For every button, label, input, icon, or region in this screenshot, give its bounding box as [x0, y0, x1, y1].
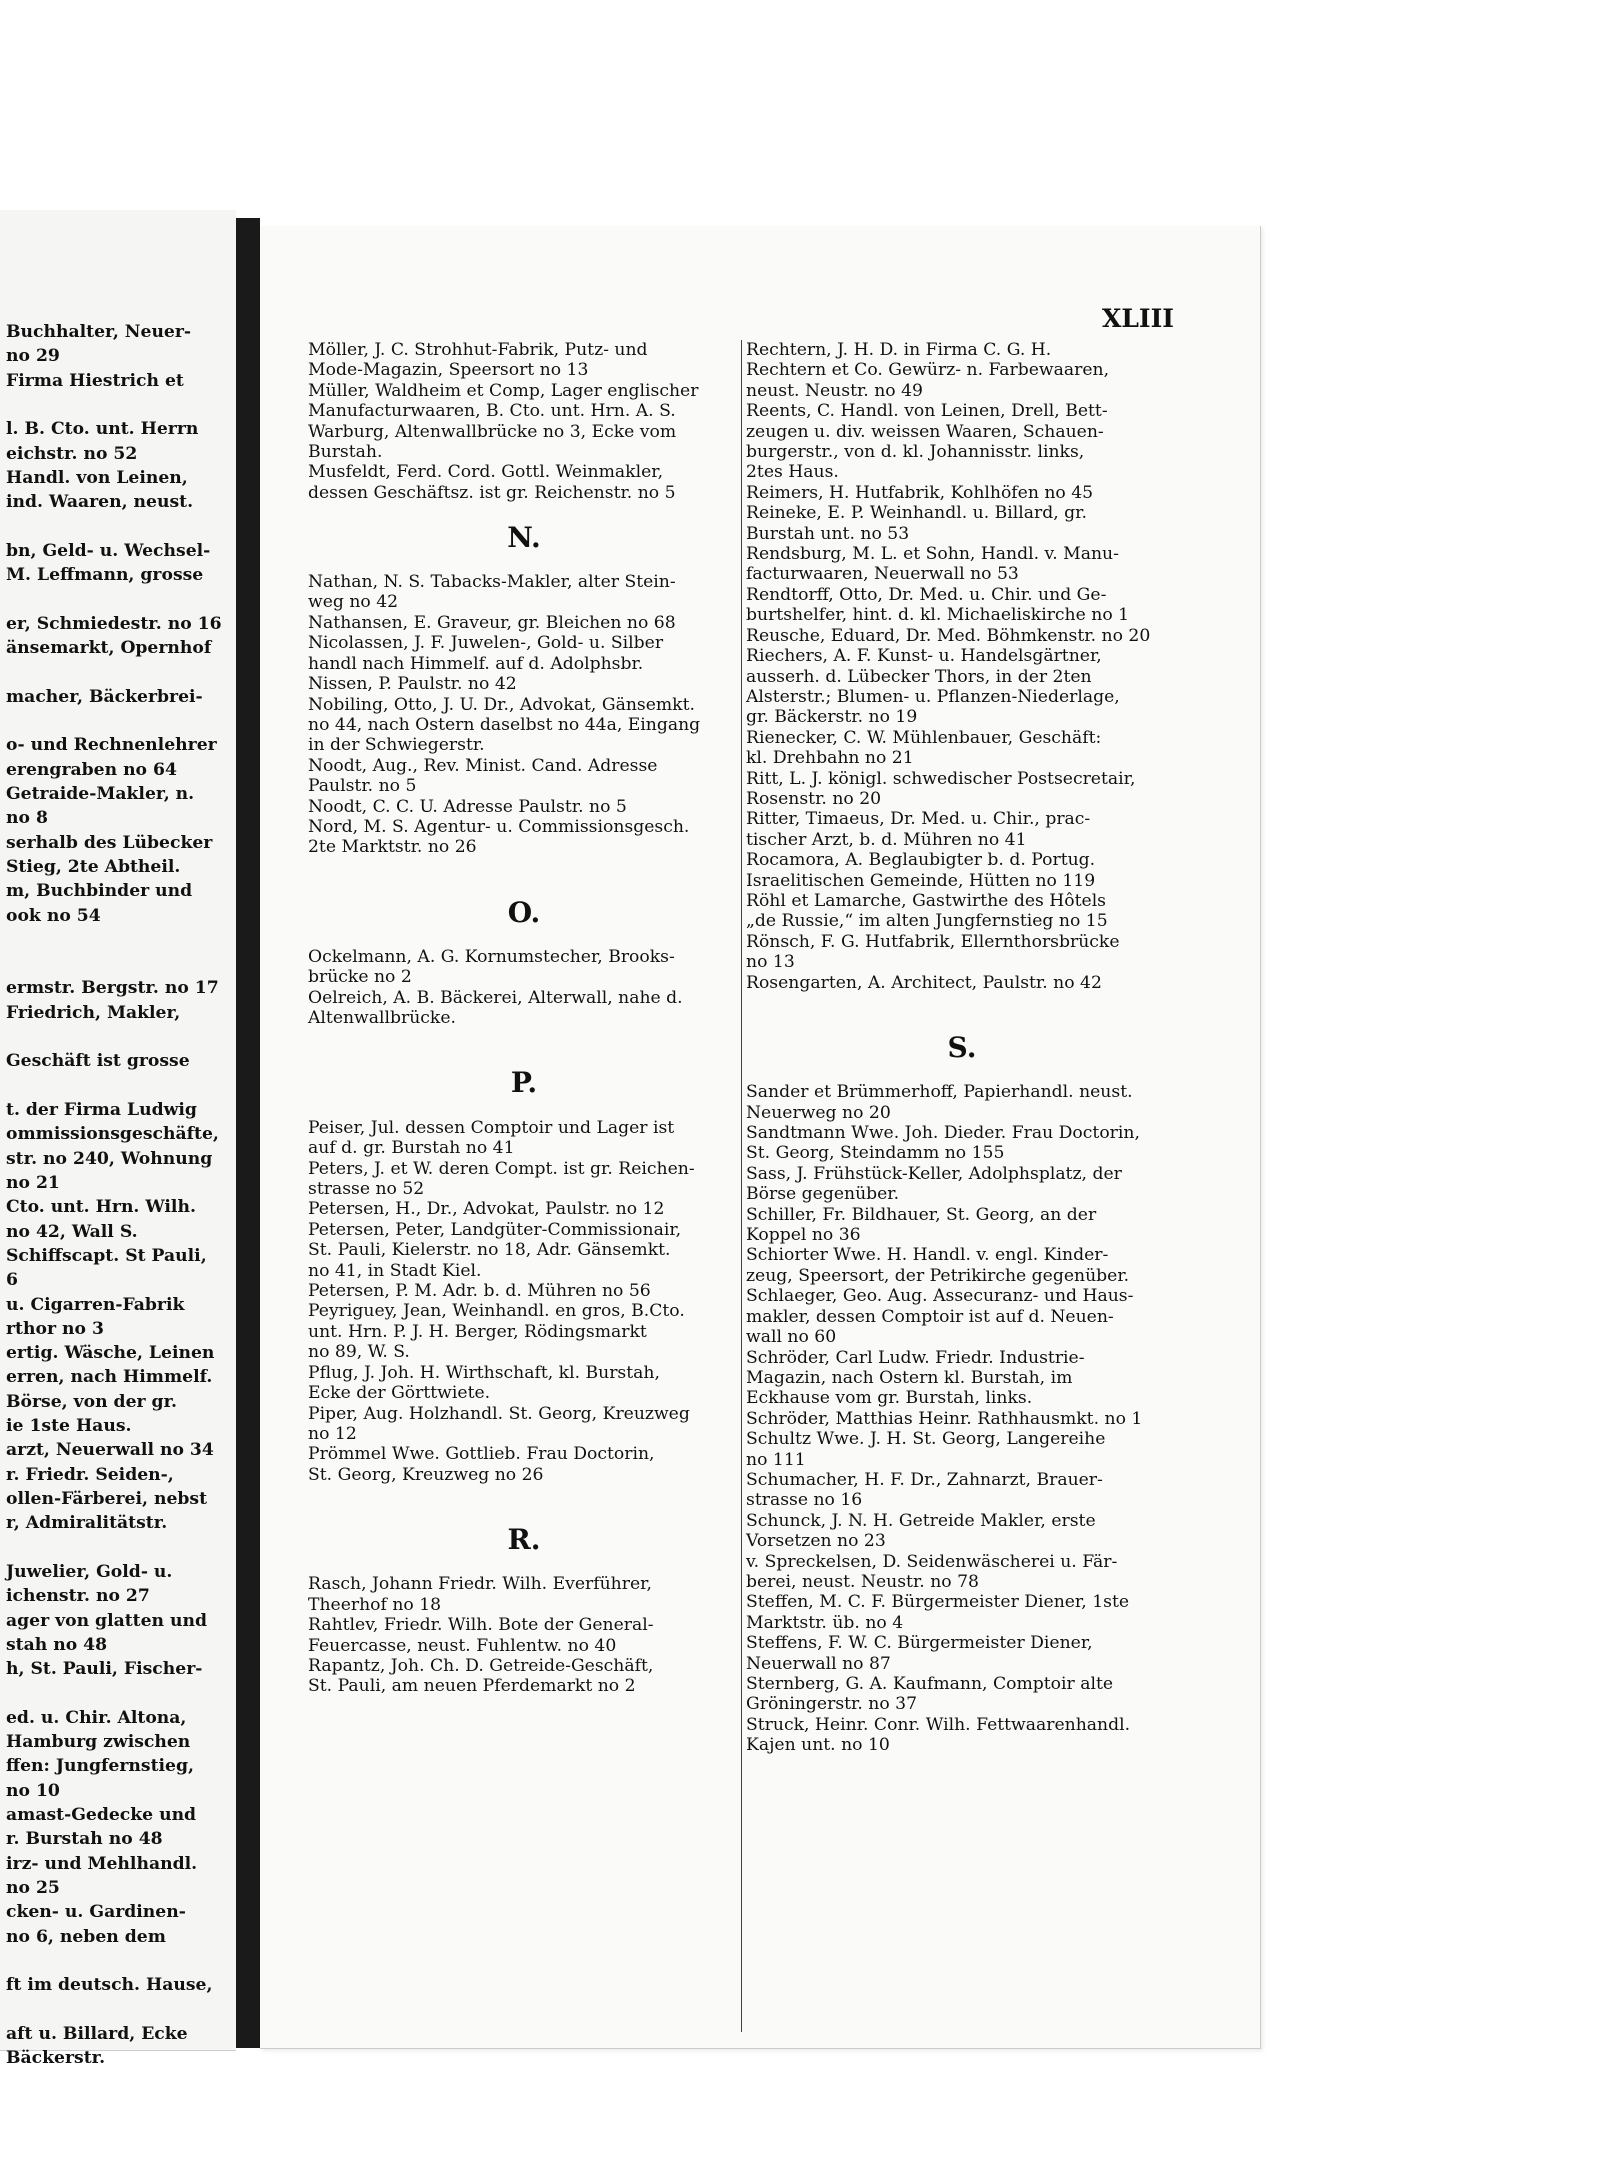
fragment-line — [6, 660, 236, 684]
entry-line: Reusche, Eduard, Dr. Med. Böhmkenstr. no 20 — [746, 625, 1151, 646]
entry-line: Eckhause vom gr. Burstah, links. — [746, 1388, 1033, 1409]
entry-line: Peiser, Jul. dessen Comptoir und Lager ist — [308, 1117, 675, 1138]
fragment-line: ie 1ste Haus. — [6, 1416, 132, 1437]
entry-line: burtshelfer, hint. d. kl. Michaeliskirche no 1 — [746, 605, 1130, 626]
spacer — [308, 1097, 740, 1117]
entry-line: Piper, Aug. Holzhandl. St. Georg, Kreuzweg — [308, 1403, 690, 1424]
entry-line: strasse no 52 — [308, 1179, 425, 1200]
entry-line: Nord, M. S. Agentur- u. Commissionsgesch. — [308, 816, 690, 837]
fragment-line: irz- und Mehlhandl. — [6, 1853, 198, 1874]
entry-line: Ockelmann, A. G. Kornumstecher, Brooks- — [308, 946, 675, 967]
fragment-line: Juwelier, Gold- u. — [6, 1561, 173, 1582]
fragment-line: no 25 — [6, 1878, 60, 1898]
entry-line: Struck, Heinr. Conr. Wilh. Fettwaarenhandl. — [746, 1714, 1131, 1735]
fragment-line: t. der Firma Ludwig — [6, 1100, 197, 1120]
entry-line: Rechtern et Co. Gewürz- n. Farbewaaren, — [746, 360, 1110, 381]
fragment-line — [6, 1682, 236, 1706]
fragment-line: ichenstr. no 27 — [6, 1586, 150, 1607]
entry-line: Altenwallbrücke. — [308, 1008, 456, 1029]
entry-line: Röhl et Lamarche, Gastwirthe des Hôtels — [746, 890, 1107, 911]
entry-line: facturwaaren, Neuerwall no 53 — [746, 564, 1019, 585]
entry-line: Theerhof no 18 — [308, 1594, 442, 1615]
fragment-line: er, Schmiedestr. no 16 — [6, 613, 222, 634]
fragment-line: bn, Geld- u. Wechsel- — [6, 540, 211, 561]
fragment-line: Hamburg zwischen — [6, 1732, 191, 1753]
entry-line: kl. Drehbahn no 21 — [746, 748, 914, 769]
entry-line: Schröder, Carl Ludw. Friedr. Industrie- — [746, 1347, 1085, 1368]
entry-line: Reimers, H. Hutfabrik, Kohlhöfen no 45 — [746, 482, 1094, 503]
entry-line: no 13 — [746, 952, 795, 973]
fragment-line: ft im deutsch. Hause, — [6, 1975, 213, 1996]
entry-line: Riechers, A. F. Kunst- u. Handelsgärtner, — [746, 646, 1102, 667]
entry-line: Manufacturwaaren, B. Cto. unt. Hrn. A. S. — [308, 401, 676, 422]
spacer — [746, 993, 1178, 1013]
entry-line: Burstah unt. no 53 — [746, 523, 910, 544]
fragment-line: Cto. unt. Hrn. Wilh. — [6, 1197, 196, 1218]
fragment-line: Börse, von der gr. — [6, 1391, 178, 1412]
entry-line: Schunck, J. N. H. Getreide Makler, erste — [746, 1510, 1096, 1531]
fragment-line: ommissionsgeschäfte, — [6, 1124, 219, 1145]
fragment-line: amast-Gedecke und — [6, 1805, 197, 1826]
entry-line: Nathan, N. S. Tabacks-Makler, alter Stein- — [308, 572, 676, 593]
facing-page-text — [6, 320, 236, 2071]
entry-line: Ritt, L. J. königl. schwedischer Postsecretair, — [746, 768, 1136, 789]
entry-line: no 41, in Stadt Kiel. — [308, 1260, 482, 1281]
entry-line: „de Russie,“ im alten Jungfernstieg no 15 — [746, 911, 1108, 932]
book-gutter — [236, 218, 260, 2048]
fragment-line: 6 — [6, 1270, 18, 1291]
entry-line: Steffens, F. W. C. Bürgermeister Diener, — [746, 1633, 1093, 1654]
entry-line: Pflug, J. Joh. H. Wirthschaft, kl. Burstah, — [308, 1362, 660, 1383]
page-number: XLIII — [1101, 304, 1174, 333]
entry-line: Petersen, P. M. Adr. b. d. Mühren no 56 — [308, 1281, 651, 1302]
fragment-line: r. Friedr. Seiden-, — [6, 1464, 174, 1485]
fragment-line: erren, nach Himmelf. — [6, 1367, 213, 1388]
spacer — [746, 1062, 1178, 1082]
fragment-line — [6, 1998, 236, 2022]
fragment-line: Firma Hiestrich et — [6, 370, 184, 391]
fragment-line: ed. u. Chir. Altona, — [6, 1707, 187, 1728]
entry-line: Nathansen, E. Graveur, gr. Bleichen no 68 — [308, 612, 676, 633]
fragment-line — [6, 1949, 236, 1973]
fragment-line: r. Burstah no 48 — [6, 1829, 163, 1850]
fragment-line — [6, 709, 236, 733]
entry-line: Ritter, Timaeus, Dr. Med. u. Chir., prac- — [746, 809, 1091, 830]
entry-line: Petersen, Peter, Landgüter-Commissionair, — [308, 1219, 682, 1240]
fragment-line: o- und Rechnenlehrer — [6, 735, 217, 756]
entry-line: Mode-Magazin, Speersort no 13 — [308, 360, 589, 381]
entry-line: zeugen u. div. weissen Waaren, Schauen- — [746, 421, 1104, 442]
entry-line: Börse gegenüber. — [746, 1184, 900, 1205]
entry-line: Schumacher, H. F. Dr., Zahnarzt, Brauer- — [746, 1469, 1103, 1490]
section-letter-heading: O. — [507, 895, 541, 929]
fragment-line — [6, 587, 236, 611]
fragment-line: ertig. Wäsche, Leinen — [6, 1343, 215, 1364]
fragment-line — [6, 1536, 236, 1560]
fragment-line: rthor no 3 — [6, 1318, 104, 1339]
entry-line: dessen Geschäftsz. ist gr. Reichenstr. no 5 — [308, 482, 676, 503]
fragment-line — [6, 928, 236, 952]
entry-line: zeug, Speersort, der Petrikirche gegenüber. — [746, 1265, 1130, 1286]
right-column — [746, 340, 1178, 1756]
entry-line: Rahtlev, Friedr. Wilh. Bote der General- — [308, 1615, 654, 1636]
entry-line: St. Pauli, am neuen Pferdemarkt no 2 — [308, 1676, 636, 1697]
entry-line: Alsterstr.; Blumen- u. Pflanzen-Niederlage, — [746, 686, 1120, 707]
entry-line: St. Georg, Steindamm no 155 — [746, 1143, 1005, 1164]
fragment-line: u. Cigarren-Fabrik — [6, 1294, 185, 1315]
entry-line: auf d. gr. Burstah no 41 — [308, 1138, 515, 1159]
spacer — [308, 1554, 740, 1574]
entry-line: ausserh. d. Lübecker Thors, in der 2ten — [746, 666, 1092, 687]
fragment-line: Friedrich, Makler, — [6, 1002, 181, 1023]
fragment-line: arzt, Neuerwall no 34 — [6, 1440, 214, 1461]
section-letter-heading: N. — [507, 520, 541, 554]
fragment-line: Bäckerstr. — [6, 2048, 106, 2069]
section-letter-heading: S. — [947, 1030, 977, 1064]
fragment-line: no 29 — [6, 346, 60, 367]
fragment-line: ollen-Färberei, nebst — [6, 1489, 208, 1509]
entry-line: Marktstr. üb. no 4 — [746, 1612, 904, 1633]
fragment-line: Schiffscapt. St Pauli, — [6, 1245, 207, 1266]
entry-line: Vorsetzen no 23 — [746, 1531, 886, 1552]
entry-line: no 12 — [308, 1423, 357, 1444]
entry-line: Nicolassen, J. F. Juwelen-, Gold- u. Silber — [308, 633, 664, 654]
entry-line: Rapantz, Joh. Ch. D. Getreide-Geschäft, — [308, 1655, 654, 1676]
entry-line: neust. Neustr. no 49 — [746, 380, 923, 401]
entry-line: Schiorter Wwe. H. Handl. v. engl. Kinder- — [746, 1245, 1109, 1266]
entry-line: Schröder, Matthias Heinr. Rathhausmkt. no 1 — [746, 1408, 1143, 1429]
entry-line: Warburg, Altenwallbrücke no 3, Ecke vom — [308, 421, 677, 442]
spacer — [308, 927, 740, 947]
entry-line: Nobiling, Otto, J. U. Dr., Advokat, Gänsemkt. — [308, 694, 695, 715]
fragment-line: macher, Bäckerbrei- — [6, 686, 203, 707]
fragment-line: stah no 48 — [6, 1634, 108, 1655]
entry-line: v. Spreckelsen, D. Seidenwäscherei u. Fär- — [746, 1551, 1118, 1572]
fragment-line: str. no 240, Wohnung — [6, 1148, 213, 1169]
entry-line: Ecke der Görttwiete. — [308, 1383, 491, 1404]
column-divider — [741, 340, 742, 2032]
fragment-line — [6, 515, 236, 539]
entry-line: Kajen unt. no 10 — [746, 1735, 890, 1756]
entry-line: gr. Bäckerstr. no 19 — [746, 707, 918, 728]
entry-line: strasse no 16 — [746, 1490, 863, 1511]
entry-line: Israelitischen Gemeinde, Hütten no 119 — [746, 870, 1096, 891]
entry-line: Sternberg, G. A. Kaufmann, Comptoir alte — [746, 1674, 1114, 1694]
entry-line: Rosengarten, A. Architect, Paulstr. no 42 — [746, 972, 1102, 993]
fragment-line: ook no 54 — [6, 905, 101, 926]
entry-line: Rosenstr. no 20 — [746, 788, 882, 809]
entry-line: no 44, nach Ostern daselbst no 44a, Eingang — [308, 714, 701, 735]
entry-line: in der Schwiegerstr. — [308, 735, 485, 756]
entry-line: St. Georg, Kreuzweg no 26 — [308, 1464, 544, 1485]
fragment-line: cken- u. Gardinen- — [6, 1902, 186, 1923]
fragment-line: aft u. Billard, Ecke — [6, 2023, 188, 2044]
fragment-line: ind. Waaren, neust. — [6, 492, 194, 513]
entry-line: Paulstr. no 5 — [308, 776, 417, 797]
section-letter-heading: P. — [510, 1066, 538, 1100]
fragment-line: erengraben no 64 — [6, 759, 177, 780]
entry-line: Sandtmann Wwe. Joh. Dieder. Frau Doctorin, — [746, 1123, 1140, 1144]
entry-line: weg no 42 — [308, 592, 399, 613]
fragment-line: ermstr. Bergstr. no 17 — [6, 978, 219, 999]
entry-line: Rendtorff, Otto, Dr. Med. u. Chir. und Ge- — [746, 584, 1107, 605]
fragment-line: Geschäft ist grosse — [6, 1051, 190, 1072]
entry-line: Rönsch, F. G. Hutfabrik, Ellernthorsbrücke — [746, 931, 1120, 952]
entry-line: Schlaeger, Geo. Aug. Assecuranz- und Haus- — [746, 1286, 1134, 1307]
facing-page-fragment — [0, 210, 236, 2069]
entry-line: burgerstr., von d. kl. Johannisstr. links, — [746, 442, 1085, 463]
spacer — [308, 552, 740, 572]
fragment-line: eichstr. no 52 — [6, 443, 138, 464]
entry-line: no 111 — [746, 1449, 806, 1470]
entry-line: Gröningerstr. no 37 — [746, 1694, 918, 1715]
entry-line: Oelreich, A. B. Bäckerei, Alterwall, nahe d. — [308, 987, 683, 1008]
fragment-line — [6, 1025, 236, 1049]
entry-line: berei, neust. Neustr. no 78 — [746, 1571, 979, 1592]
entry-line: Prömmel Wwe. Gottlieb. Frau Doctorin, — [308, 1444, 655, 1465]
fragment-line: M. Leffmann, grosse — [6, 565, 204, 586]
spacer — [308, 1029, 740, 1049]
entry-line: Peters, J. et W. deren Compt. ist gr. Reichen- — [308, 1158, 695, 1179]
entry-line: 2tes Haus. — [746, 462, 839, 483]
entry-line: Koppel no 36 — [746, 1225, 861, 1246]
spacer — [308, 1485, 740, 1505]
entry-line: handl nach Himmelf. auf d. Adolphsbr. — [308, 653, 644, 674]
left-column — [308, 340, 740, 1697]
entry-line: Noodt, C. C. U. Adresse Paulstr. no 5 — [308, 796, 627, 817]
directory-page — [260, 226, 1261, 2049]
entry-line: unt. Hrn. P. J. H. Berger, Rödingsmarkt — [308, 1321, 647, 1342]
entry-line: St. Pauli, Kielerstr. no 18, Adr. Gänsemkt. — [308, 1240, 671, 1261]
fragment-line — [6, 952, 236, 976]
entry-line: Feuercasse, neust. Fuhlentw. no 40 — [308, 1635, 617, 1656]
entry-line: Rendsburg, M. L. et Sohn, Handl. v. Manu- — [746, 544, 1119, 565]
entry-line: no 89, W. S. — [308, 1342, 410, 1363]
entry-line: wall no 60 — [746, 1327, 837, 1348]
entry-line: Peyriguey, Jean, Weinhandl. en gros, B.Cto. — [308, 1301, 685, 1322]
entry-line: Müller, Waldheim et Comp, Lager englischer — [308, 380, 699, 401]
entry-line: Neuerwall no 87 — [746, 1653, 891, 1674]
fragment-line — [6, 1074, 236, 1098]
entry-line: Burstah. — [308, 442, 383, 463]
entry-line: Noodt, Aug., Rev. Minist. Cand. Adresse — [308, 755, 658, 776]
fragment-line: änsemarkt, Opernhof — [6, 638, 212, 659]
fragment-line: Handl. von Leinen, — [6, 467, 188, 488]
entry-line: brücke no 2 — [308, 967, 412, 988]
entry-line: Sander et Brümmerhoff, Papierhandl. neust. — [746, 1082, 1133, 1103]
fragment-line: no 10 — [6, 1780, 60, 1801]
fragment-line: l. B. Cto. unt. Herrn — [6, 419, 199, 440]
entry-line: Nissen, P. Paulstr. no 42 — [308, 674, 517, 695]
spacer — [308, 858, 740, 878]
entry-line: Schiller, Fr. Bildhauer, St. Georg, an der — [746, 1204, 1097, 1225]
fragment-line: m, Buchbinder und — [6, 881, 193, 902]
fragment-line: Getraide-Makler, n. — [6, 783, 195, 804]
entry-line: Petersen, H., Dr., Advokat, Paulstr. no 12 — [308, 1199, 665, 1220]
entry-line: makler, dessen Comptoir ist auf d. Neuen- — [746, 1306, 1114, 1327]
fragment-line: Buchhalter, Neuer- — [6, 322, 192, 342]
fragment-line: no 21 — [6, 1172, 60, 1193]
entry-line: Musfeldt, Ferd. Cord. Gottl. Weinmakler, — [308, 462, 664, 483]
entry-line: tischer Arzt, b. d. Mühren no 41 — [746, 829, 1027, 850]
entry-line: Magazin, nach Ostern kl. Burstah, im — [746, 1367, 1073, 1388]
fragment-line: no 6, neben dem — [6, 1926, 166, 1947]
fragment-line — [6, 393, 236, 417]
entry-line: Schultz Wwe. J. H. St. Georg, Langereihe — [746, 1429, 1106, 1450]
entry-line: Neuerweg no 20 — [746, 1102, 891, 1123]
entry-line: Rocamora, A. Beglaubigter b. d. Portug. — [746, 850, 1096, 871]
entry-line: Steffen, M. C. F. Bürgermeister Diener, 1ste — [746, 1592, 1130, 1613]
fragment-line: ffen: Jungfernstieg, — [6, 1756, 194, 1777]
fragment-line: no 8 — [6, 808, 48, 829]
fragment-line: r, Admiralitätstr. — [6, 1513, 168, 1534]
entry-line: Rienecker, C. W. Mühlenbauer, Geschäft: — [746, 727, 1102, 748]
fragment-line: no 42, Wall S. — [6, 1221, 138, 1242]
entry-line: Rechtern, J. H. D. in Firma C. G. H. — [746, 340, 1052, 360]
entry-line: Sass, J. Frühstück-Keller, Adolphsplatz, der — [746, 1163, 1122, 1184]
fragment-line: serhalb des Lübecker — [6, 832, 213, 853]
entry-line: Reineke, E. P. Weinhandl. u. Billard, gr. — [746, 503, 1087, 524]
entry-line: Möller, J. C. Strohhut-Fabrik, Putz- und — [308, 340, 648, 360]
entry-line: Rasch, Johann Friedr. Wilh. Everführer, — [308, 1574, 652, 1595]
entry-line: 2te Marktstr. no 26 — [308, 837, 477, 858]
fragment-line: h, St. Pauli, Fischer- — [6, 1659, 203, 1680]
fragment-line: ager von glatten und — [6, 1610, 208, 1631]
section-letter-heading: R. — [507, 1522, 541, 1556]
fragment-line: Stieg, 2te Abtheil. — [6, 856, 181, 877]
entry-line: Reents, C. Handl. von Leinen, Drell, Bett- — [746, 401, 1108, 422]
